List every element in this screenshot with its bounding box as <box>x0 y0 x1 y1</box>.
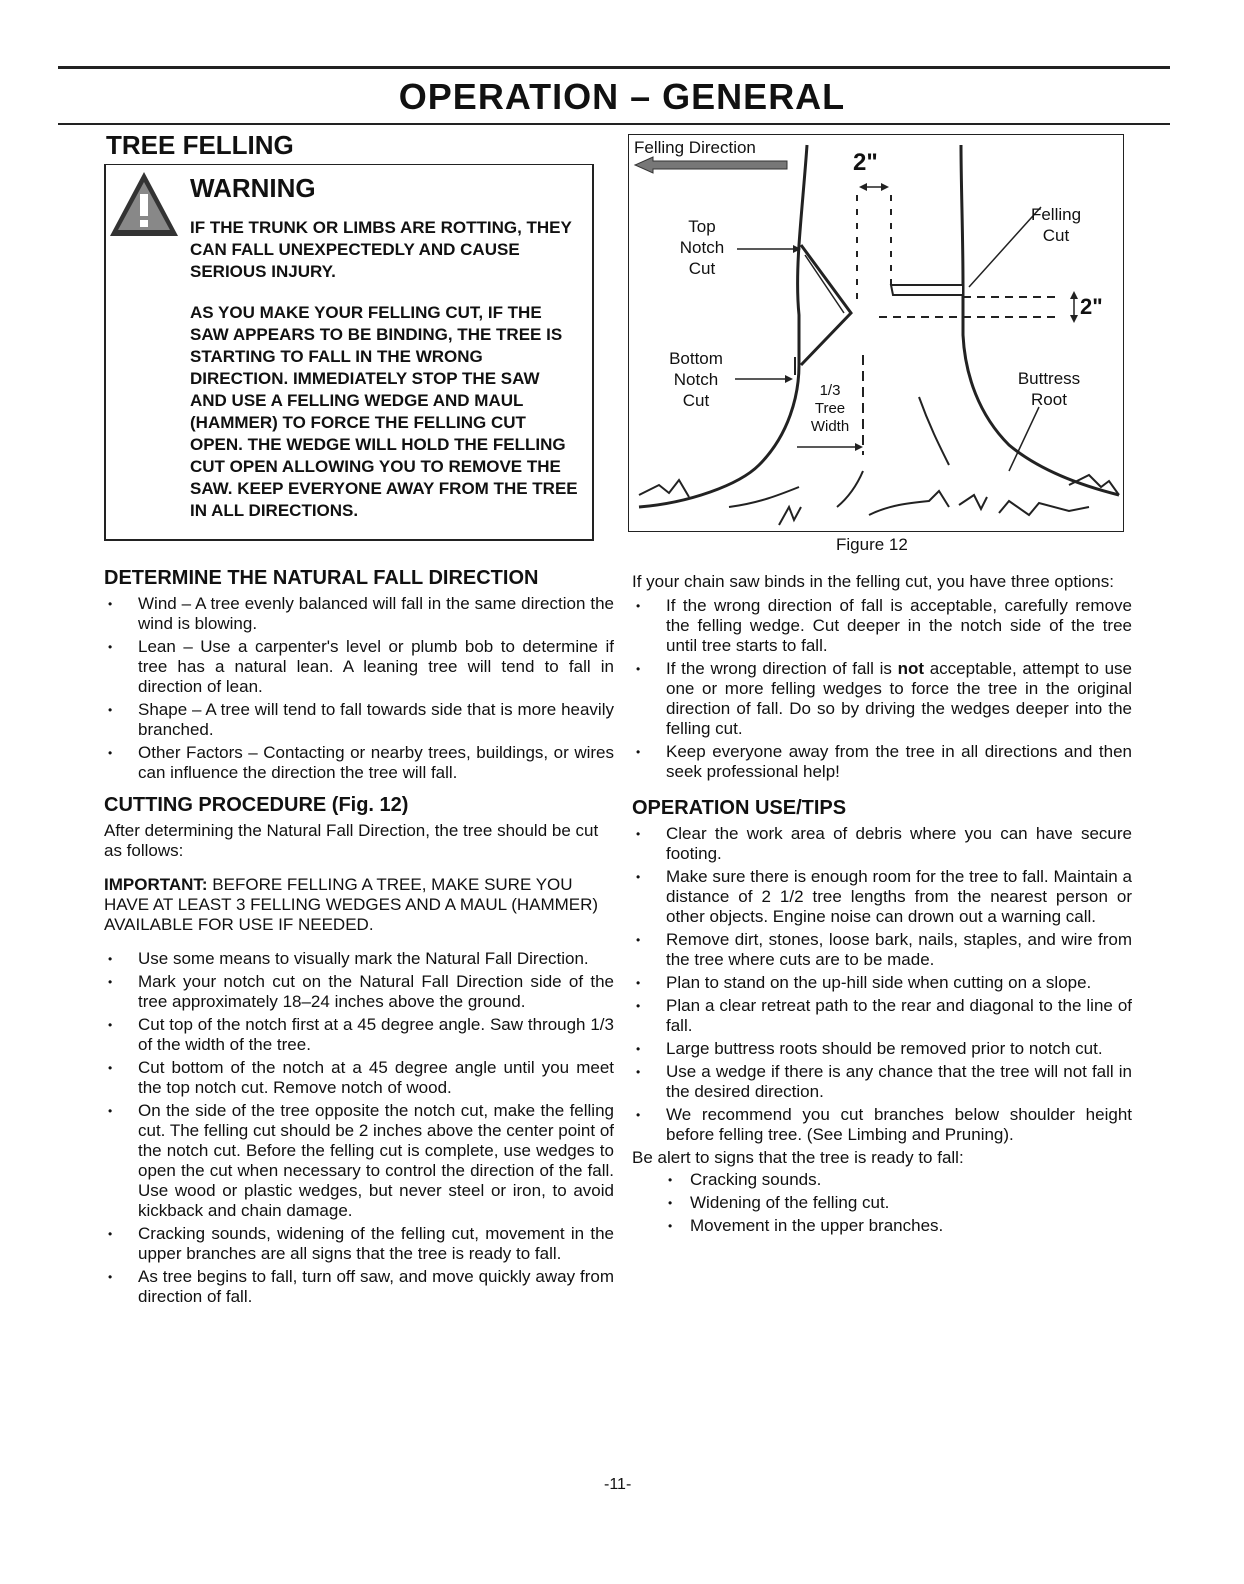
page-title: OPERATION – GENERAL <box>398 76 846 117</box>
list-item: • Mark your notch cut on the Natural Fall Direction side of the tree approximately 18–24 inches above the ground. <box>104 972 614 1012</box>
list-item: • Cut bottom of the notch at a 45 degree angle until you meet the top notch cut. Remove notch of wood. <box>104 1058 614 1098</box>
binds-item2-part1: If the wrong direction of fall is <box>666 659 898 678</box>
operation-tips-heading: OPERATION USE/TIPS <box>632 797 847 819</box>
dimension-top-label: 2" <box>853 149 878 176</box>
list-item: • Clear the work area of debris where you can have secure footing. <box>632 824 1132 864</box>
one-third-width-label <box>802 382 858 436</box>
tree-felling-heading: TREE FELLING <box>106 130 294 160</box>
buttress-line1: Buttress <box>1017 369 1081 388</box>
list-item: • Widening of the felling cut. <box>632 1193 1132 1213</box>
top-notch-line3: Cut <box>688 259 716 278</box>
felling-cut-line1: Felling <box>1030 205 1082 224</box>
binds-intro: If your chain saw binds in the felling cut, you have three options: <box>632 572 1114 591</box>
natural-fall-list <box>104 594 614 783</box>
list-item: • Cut top of the notch first at a 45 degree angle. Saw through 1/3 of the width of the tree. <box>104 1015 614 1055</box>
bottom-notch-line1: Bottom <box>669 349 723 368</box>
warning-text-binding: AS YOU MAKE YOUR FELLING CUT, IF THE SAW APPEARS TO BE BINDING, THE TREE IS STARTING TO FALL IN THE WRONG DIRECTION. IMMEDIATELY STOP THE SAW AND USE A FELLING WEDGE AND MAUL (HAMMER) TO FORCE THE FELLING CUT OPEN. THE WEDGE WILL HOLD THE FELLING CUT OPEN ALLOWING YOU TO REMOVE THE SAW. KEEP EVERYONE AWAY FROM THE TREE IN ALL DIRECTIONS. <box>190 303 578 520</box>
figure-12 <box>628 134 1124 532</box>
top-notch-line2: Notch <box>679 238 725 257</box>
bottom-notch-label <box>660 348 732 411</box>
figure-caption: Figure 12 <box>836 535 908 554</box>
list-item: • Cracking sounds, widening of the felling cut, movement in the upper branches are all signs that the tree is ready to fall. <box>104 1224 614 1264</box>
tree-felling-diagram <box>629 135 1123 531</box>
natural-fall-heading: DETERMINE THE NATURAL FALL DIRECTION <box>104 567 539 589</box>
buttress-root-label <box>1006 368 1092 410</box>
top-rule <box>58 66 1170 69</box>
bottom-notch-line3: Cut <box>682 391 710 410</box>
one-third-line3: Width <box>810 418 850 435</box>
warning-icon <box>108 168 180 240</box>
dimension-right-label: 2" <box>1080 294 1103 319</box>
list-item: • Lean – Use a carpenter's level or plumb bob to determine if tree has a natural lean. A leaning tree will tend to fall in direction of lean. <box>104 637 614 697</box>
list-item: • Make sure there is enough room for the tree to fall. Maintain a distance of 2 1/2 tree lengths from the nearest person or other objects. Engine noise can drown out a warning call. <box>632 867 1132 927</box>
list-item <box>632 659 1132 739</box>
title-rule <box>58 123 1170 125</box>
felling-direction-label: Felling Direction <box>634 138 756 157</box>
list-item: • Use a wedge if there is any chance that the tree will not fall in the desired direction. <box>632 1062 1132 1102</box>
cutting-intro: After determining the Natural Fall Direction, the tree should be cut as follows: <box>104 821 599 860</box>
left-column <box>104 568 614 1310</box>
list-item: • Plan a clear retreat path to the rear and diagonal to the line of fall. <box>632 996 1132 1036</box>
binds-item2-part2: acceptable, attempt to use one or more felling wedges to force the tree in the original direction of fall. Do so by driving the wedges deeper into the felling cut. <box>666 659 1133 738</box>
page-number: -11- <box>604 1476 632 1493</box>
list-item: • Shape – A tree will tend to fall towards side that is more heavily branched. <box>104 700 614 740</box>
cutting-procedure-heading: CUTTING PROCEDURE (Fig. 12) <box>104 794 409 816</box>
one-third-line2: Tree <box>814 400 846 417</box>
list-item: • If the wrong direction of fall is acceptable, carefully remove the felling wedge. Cut deeper in the notch side of the tree until tree starts to fall. <box>632 596 1132 656</box>
signs-list <box>632 1170 1132 1236</box>
list-item: • Other Factors – Contacting or nearby trees, buildings, or wires can influence the direction the tree will fall. <box>104 743 614 783</box>
list-item: • Plan to stand on the up-hill side when cutting on a slope. <box>632 973 1132 993</box>
bottom-notch-line2: Notch <box>673 370 719 389</box>
list-item: • Use some means to visually mark the Natural Fall Direction. <box>104 949 614 969</box>
list-item: • We recommend you cut branches below shoulder height before felling tree. (See Limbing and Pruning). <box>632 1105 1132 1145</box>
binds-item2-emphasis: not <box>897 659 925 678</box>
felling-cut-line2: Cut <box>1042 226 1070 245</box>
list-item: • As tree begins to fall, turn off saw, and move quickly away from direction of fall. <box>104 1267 614 1307</box>
cutting-list <box>104 949 614 1307</box>
buttress-line2: Root <box>1031 390 1067 409</box>
important-text: BEFORE FELLING A TREE, MAKE SURE YOU HAVE AT LEAST 3 FELLING WEDGES AND A MAUL (HAMMER) AVAILABLE FOR USE IF NEEDED. <box>104 875 599 934</box>
list-item: • Movement in the upper branches. <box>632 1216 1132 1236</box>
list-item: • Cracking sounds. <box>632 1170 1132 1190</box>
list-item: • Keep everyone away from the tree in all directions and then seek professional help! <box>632 742 1132 782</box>
tips-list <box>632 824 1132 1145</box>
list-item: • Large buttress roots should be removed prior to notch cut. <box>632 1039 1132 1059</box>
felling-cut-label <box>1024 204 1088 246</box>
important-note <box>104 875 614 935</box>
right-column <box>632 572 1132 1239</box>
list-item: • Wind – A tree evenly balanced will fall in the same direction the wind is blowing. <box>104 594 614 634</box>
list-item: • Remove dirt, stones, loose bark, nails, staples, and wire from the tree where cuts are to be made. <box>632 930 1132 970</box>
one-third-line1: 1/3 <box>819 382 841 399</box>
top-notch-line1: Top <box>688 217 716 236</box>
important-label: IMPORTANT: <box>104 875 208 894</box>
top-notch-label <box>672 216 732 279</box>
alert-intro: Be alert to signs that the tree is ready to fall: <box>632 1148 964 1167</box>
warning-text-rotting: IF THE TRUNK OR LIMBS ARE ROTTING, THEY CAN FALL UNEXPECTEDLY AND CAUSE SERIOUS INJURY. <box>190 218 572 281</box>
warning-title: WARNING <box>190 173 316 203</box>
binds-list <box>632 596 1132 782</box>
list-item: • On the side of the tree opposite the notch cut, make the felling cut. The felling cut should be 2 inches above the center point of the notch cut. Before the felling cut is complete, use wedges to open the cut when necessary to control the direction of the fall. Use wood or plastic wedges, but never steel or iron, to avoid kickback and chain damage. <box>104 1101 614 1221</box>
